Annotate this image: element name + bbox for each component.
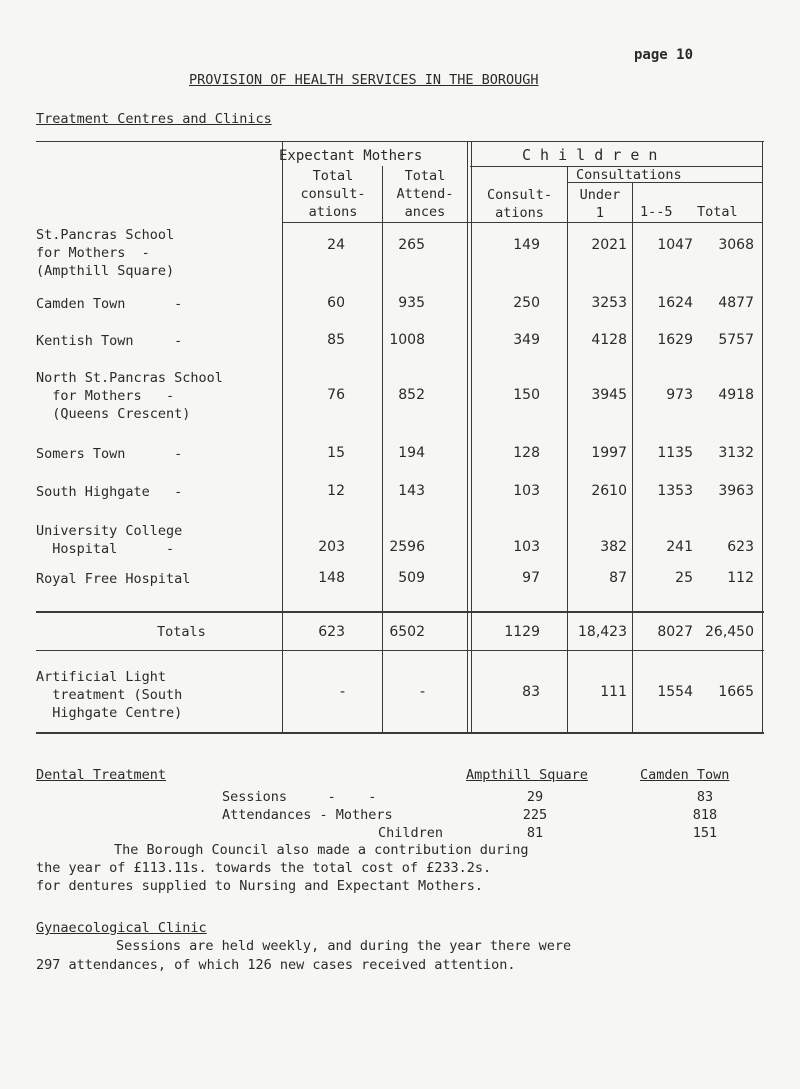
row-name bbox=[36, 483, 182, 501]
row-name bbox=[36, 226, 174, 280]
row-name-line: University College bbox=[36, 523, 183, 539]
table-cell: 97 bbox=[522, 570, 540, 586]
row-name-line: North St.Pancras School bbox=[36, 370, 223, 386]
section-heading-treatment: Treatment Centres and Clinics bbox=[36, 111, 272, 127]
header-line: consult- bbox=[300, 186, 366, 202]
row-name bbox=[36, 445, 182, 463]
row-name bbox=[36, 295, 182, 313]
gynaecological-heading: Gynaecological Clinic bbox=[36, 920, 207, 936]
col-divider bbox=[762, 141, 763, 733]
table-cell: 25 bbox=[675, 570, 693, 586]
table-cell: 1997 bbox=[591, 445, 627, 461]
table-cell: 111 bbox=[600, 684, 627, 700]
table-cell: 250 bbox=[513, 295, 540, 311]
header-line: ations bbox=[495, 205, 544, 221]
header-line: Total bbox=[312, 168, 354, 184]
header-consultations: Consultations bbox=[576, 167, 682, 183]
col-divider bbox=[471, 141, 472, 733]
gynaecological-paragraph bbox=[36, 937, 571, 975]
header-one-to-five: 1--5 bbox=[640, 204, 673, 220]
page-label: page 10 bbox=[634, 47, 694, 63]
table-cell: 203 bbox=[318, 539, 345, 555]
table-cell: 148 bbox=[318, 570, 345, 586]
row-name-line: Kentish Town - bbox=[36, 333, 183, 349]
table-cell: 349 bbox=[513, 332, 540, 348]
table-cell: 15 bbox=[327, 445, 345, 461]
table-cell: 4918 bbox=[718, 387, 754, 403]
row-name-line: Hospital - bbox=[36, 541, 175, 557]
table-cell: 1554 bbox=[657, 684, 693, 700]
dental-value-ampthill: 225 bbox=[522, 807, 548, 823]
row-name bbox=[36, 522, 182, 558]
totals-cell: 18,423 bbox=[578, 624, 627, 640]
header-expectant-mothers: Expectant Mothers bbox=[279, 148, 423, 164]
paragraph-line: 297 attendances, of which 126 new cases received attention. bbox=[36, 957, 516, 973]
row-name-line: Artificial Light bbox=[36, 669, 167, 685]
dental-row-label: Attendances - Mothers bbox=[222, 807, 393, 823]
table-cell: 4877 bbox=[718, 295, 754, 311]
dental-row-label: Sessions - - bbox=[222, 789, 377, 805]
row-name-line: Camden Town - bbox=[36, 296, 183, 312]
table-cell: - bbox=[419, 684, 425, 700]
table-cell: 623 bbox=[727, 539, 754, 555]
dental-heading: Dental Treatment bbox=[36, 767, 167, 783]
table-cell: 1008 bbox=[389, 332, 425, 348]
header-line: Total bbox=[404, 168, 446, 184]
table-cell: 3963 bbox=[718, 483, 754, 499]
table-cell: 143 bbox=[398, 483, 425, 499]
table-cell: 87 bbox=[609, 570, 627, 586]
header-bottom-rule bbox=[282, 222, 762, 223]
table-bottom-rule bbox=[36, 732, 764, 734]
table-cell: 85 bbox=[327, 332, 345, 348]
table-cell: 5757 bbox=[718, 332, 754, 348]
table-cell: 2610 bbox=[591, 483, 627, 499]
table-top-rule bbox=[36, 141, 764, 142]
table-cell: 149 bbox=[513, 237, 540, 253]
table-cell: 24 bbox=[327, 237, 345, 253]
table-cell: 194 bbox=[398, 445, 425, 461]
dental-col-ampthill: Ampthill Square bbox=[466, 767, 588, 783]
dental-row-label: Children bbox=[378, 825, 444, 841]
row-name-line: Highgate Centre) bbox=[36, 705, 183, 721]
header-total: Total bbox=[697, 204, 738, 220]
dental-paragraph bbox=[36, 841, 529, 895]
totals-cell: 623 bbox=[318, 624, 345, 640]
table-cell: 76 bbox=[327, 387, 345, 403]
row-name-line: St.Pancras School bbox=[36, 227, 175, 243]
totals-top-rule bbox=[36, 611, 764, 613]
table-cell: 128 bbox=[513, 445, 540, 461]
col-divider bbox=[282, 141, 283, 733]
dental-value-ampthill: 29 bbox=[526, 789, 544, 805]
table-cell: 852 bbox=[398, 387, 425, 403]
header-line: ations bbox=[308, 204, 358, 220]
row-name-line: Somers Town - bbox=[36, 446, 183, 462]
header-line: 1 bbox=[595, 205, 605, 221]
table-cell: 382 bbox=[600, 539, 627, 555]
paragraph-line: the year of £113.11s. towards the total cost of £233.2s. bbox=[36, 860, 492, 876]
row-name bbox=[36, 668, 182, 722]
row-name-line: (Ampthill Square) bbox=[36, 263, 175, 279]
dental-value-camden: 83 bbox=[696, 789, 714, 805]
row-name bbox=[36, 369, 223, 423]
table-cell: 4128 bbox=[591, 332, 627, 348]
table-cell: 935 bbox=[398, 295, 425, 311]
table-cell: 150 bbox=[513, 387, 540, 403]
header-line: Under bbox=[579, 187, 621, 203]
header-total-attendances bbox=[384, 167, 466, 221]
table-cell: 3132 bbox=[718, 445, 754, 461]
table-cell: 1353 bbox=[657, 483, 693, 499]
row-name-line: South Highgate - bbox=[36, 484, 183, 500]
dental-value-camden: 818 bbox=[692, 807, 718, 823]
table-cell: 2021 bbox=[591, 237, 627, 253]
paragraph-line: for dentures supplied to Nursing and Expectant Mothers. bbox=[36, 878, 484, 894]
totals-cell: 6502 bbox=[389, 624, 425, 640]
header-children: C h i l d r e n bbox=[522, 146, 658, 164]
header-line: Attend- bbox=[396, 186, 454, 202]
totals-bottom-rule bbox=[36, 650, 764, 651]
row-name-line: for Mothers - bbox=[36, 245, 150, 261]
totals-label: Totals bbox=[157, 624, 206, 640]
totals-cell: 26,450 bbox=[705, 624, 754, 640]
header-child-consultations bbox=[472, 186, 567, 222]
dental-col-camden: Camden Town bbox=[640, 767, 730, 783]
table-cell: 1624 bbox=[657, 295, 693, 311]
table-cell: 1047 bbox=[657, 237, 693, 253]
row-name bbox=[36, 332, 182, 350]
dental-value-camden: 151 bbox=[692, 825, 718, 841]
table-cell: 2596 bbox=[389, 539, 425, 555]
table-cell: 973 bbox=[666, 387, 693, 403]
row-name-line: (Queens Crescent) bbox=[36, 406, 191, 422]
header-under-1 bbox=[568, 186, 632, 222]
table-cell: - bbox=[339, 684, 345, 700]
totals-cell: 8027 bbox=[657, 624, 693, 640]
paragraph-line: Sessions are held weekly, and during the year there were bbox=[116, 938, 572, 954]
table-cell: 265 bbox=[398, 237, 425, 253]
table-cell: 509 bbox=[398, 570, 425, 586]
row-name-line: for Mothers - bbox=[36, 388, 175, 404]
table-cell: 12 bbox=[327, 483, 345, 499]
table-cell: 1629 bbox=[657, 332, 693, 348]
table-cell: 1135 bbox=[657, 445, 693, 461]
paragraph-line: The Borough Council also made a contribution during bbox=[114, 842, 529, 858]
table-cell: 241 bbox=[666, 539, 693, 555]
table-cell: 103 bbox=[513, 483, 540, 499]
table-cell: 3068 bbox=[718, 237, 754, 253]
table-cell: 112 bbox=[727, 570, 754, 586]
table-cell: 60 bbox=[327, 295, 345, 311]
row-name bbox=[36, 570, 190, 588]
table-cell: 3253 bbox=[591, 295, 627, 311]
totals-cell: 1129 bbox=[504, 624, 540, 640]
header-total-consultations bbox=[284, 167, 382, 221]
dental-value-ampthill: 81 bbox=[526, 825, 544, 841]
table-cell: 83 bbox=[522, 684, 540, 700]
row-name-line: Royal Free Hospital bbox=[36, 571, 191, 587]
table-cell: 1665 bbox=[718, 684, 754, 700]
table-cell: 103 bbox=[513, 539, 540, 555]
page-title: PROVISION OF HEALTH SERVICES IN THE BOROUGH bbox=[189, 72, 539, 88]
header-line: ances bbox=[404, 204, 446, 220]
col-divider bbox=[467, 141, 468, 733]
header-line: Consult- bbox=[486, 187, 553, 203]
table-cell: 3945 bbox=[591, 387, 627, 403]
row-name-line: treatment (South bbox=[36, 687, 183, 703]
